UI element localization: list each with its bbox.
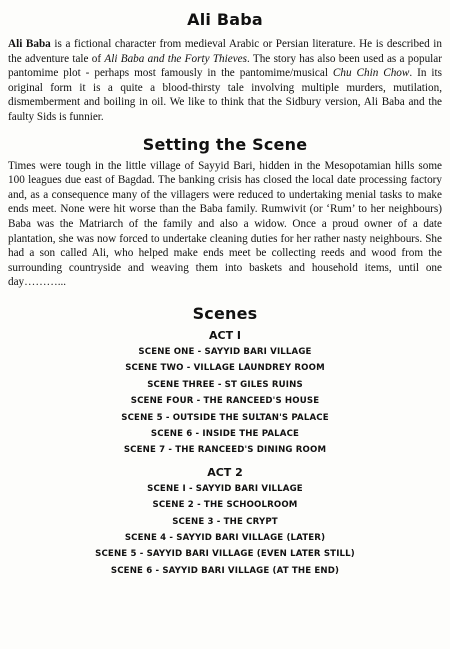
scene-list-item: SCENE THREE - ST GILES RUINS (147, 379, 303, 390)
scene-list-item: SCENE 3 - THE CRYPT (172, 516, 278, 527)
act-1-block (8, 328, 442, 459)
ali-baba-lead: Ali Baba (8, 38, 51, 50)
act-2-block (8, 465, 442, 579)
ali-baba-heading: Ali Baba (187, 10, 263, 29)
scene-list-item: SCENE 2 - THE SCHOOLROOM (152, 500, 298, 511)
scenes-heading: Scenes (192, 303, 258, 323)
ali-baba-paragraph (8, 37, 442, 125)
ali-baba-italic-title: Ali Baba and the Forty Thieves (104, 52, 247, 65)
act-2-title: ACT 2 (207, 465, 243, 479)
chu-chin-chow-italic: Chu Chin Chow (332, 67, 410, 80)
scene-list-item: SCENE TWO - VILLAGE LAUNDREY ROOM (125, 363, 325, 374)
setting-the-scene-paragraph: Times were tough in the little village of Sayyid Bari, hidden in the Mesopotamian hills some 100 leagues due east of Bagdad. The banking crisis has closed the local date processing factory and, as a consequence many of the villagers were reduced to undertaking menial tasks to make ends meet. None were hit worse than the Baba family. Rumwivit (or ‘Rum’ to her neighbours) Baba was the Matriarch of the family and also a widow. Once a proud owner of a date plantation, she was now forced to undertake cleaning duties for her rather nasty neighbours. She had a son called Ali, who helped make ends meet be collecting reeds and wood from the surrounding countryside and weaving them into baskets and household items, until one day………... (8, 159, 442, 289)
scene-list-item: SCENE 4 - SAYYID BARI VILLAGE (LATER) (124, 532, 326, 543)
setting-the-scene-heading: Setting the Scene (142, 134, 308, 154)
ali-baba-text-3: . In its original form it is a quite a blood-thirsty tale involving multiple murders, mutilation, dismemberment and boiling in oil. We like to think that the Sidbury version, Ali Baba and the faulty Sids is funnier. (8, 67, 442, 123)
ali-baba-text-1: is a fictional character from medieval Arabic or Persian literature. He is described in the adventure tale of (8, 38, 442, 65)
scene-list-item: SCENE 5 - OUTSIDE THE SULTAN'S PALACE (121, 412, 329, 423)
scene-list-item: SCENE I - SAYYID BARI VILLAGE (147, 483, 303, 494)
scene-list-item: SCENE 6 - SAYYID BARI VILLAGE (AT THE END) (110, 565, 340, 576)
scene-list-item: SCENE FOUR - THE RANCEED'S HOUSE (130, 396, 320, 407)
scene-list-item: SCENE ONE - SAYYID BARI VILLAGE (138, 346, 312, 357)
ali-baba-text-2: . The story has also been used as a popular pantomime plot - perhaps most famously in the pantomime/musical (8, 52, 442, 80)
scene-list-item: SCENE 7 - THE RANCEED'S DINING ROOM (123, 445, 327, 456)
scene-list-item: SCENE 5 - SAYYID BARI VILLAGE (EVEN LATER STILL) (95, 549, 355, 560)
act-1-title: ACT I (208, 328, 241, 342)
scene-list-item: SCENE 6 - INSIDE THE PALACE (150, 428, 300, 439)
